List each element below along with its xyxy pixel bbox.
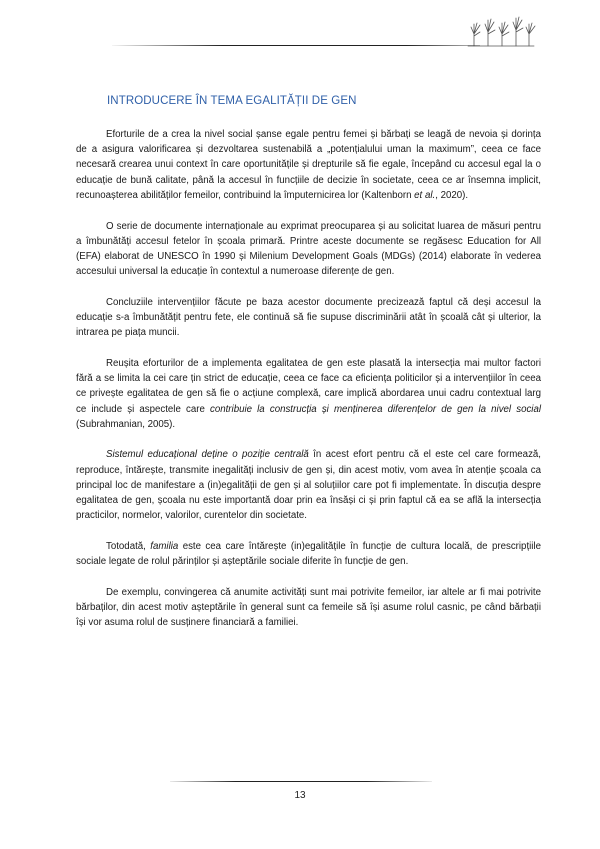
paragraph-3: Concluziile intervențiilor făcute pe baza acestor documente precizează faptul că deși accesul la educație s-a îmbunătățit pentru fete, ele continuă să fie supuse discriminării atât în școală cât și ulterior, la intrarea pe piața muncii.: [76, 296, 541, 339]
paragraph-2: O serie de documente internaționale au exprimat preocuparea și au solicitat luarea de măsuri pentru a îmbunătăți accesul fetelor în școala primară. Printre aceste documente se regăsesc Education for All (EFA) elaborat de UNESCO în 1990 și Milenium Development Goals (MDGs) (2014) elaborate în vederea accesului universal la educație în contextul a numeroase diferențe de gen.: [76, 220, 541, 278]
paragraph-5: Sistemul educațional deține o poziție centrală în acest efort pentru că el este cel care formează, reproduce, întărește, transmite inegalități inclusiv de gen și, din acest motiv, vom avea în atenție școala ca principal loc de manifestare a (in)egalității de gen și al soluțiilor care pot fi implementate. În discuția despre egalitatea de gen, școala nu este importantă doar prin ea însăși ci și prin faptul că ea se află la intersecția practicilor, normelor, valorilor, curentelor din societate.: [76, 449, 541, 522]
paragraph-6: Totodată, familia este cea care întărește (in)egalitățile în funcție de cultura locală, de prescripțiile sociale legate de rolul părinților și așteptările sociale diferite în funcție de gen.: [76, 540, 541, 568]
header-divider: [112, 45, 480, 46]
section-title: INTRODUCERE ÎN TEMA EGALITĂȚII DE GEN: [107, 95, 357, 107]
document-body: [76, 127, 541, 646]
page-number: 13: [294, 790, 306, 801]
paragraph-4: Reușita eforturilor de a implementa egalitatea de gen este plasată la intersecția mai multor factori fără a se limita la cei care țin strict de educație, ceea ce face ca eficiența politicilor și a intervențiilor în ceea ce privește egalitatea de gen să fie o acțiune complexă, care implică abordarea unui cadru contextual larg ce include și aspectele care contribuie la construcția și menținerea diferențelor de gen la nivel social (Subrahmanian, 2005).: [76, 357, 541, 430]
footer-divider: [170, 781, 432, 782]
raised-hands-logo-icon: [466, 10, 536, 50]
paragraph-1: Eforturile de a crea la nivel social șanse egale pentru femei și bărbați se leagă de nevoia și dorința de a asigura valorificarea și dezvoltarea sustenabilă a „potențialului uman la maximum”, ceea ce face necesară crearea unui context în care oportunitățile și drepturile să fie egale, începând cu accesul egal la o educație de bună calitate, până la accesul în funcțiile de decizie în societate, ceea ce ar însemna implicit, recunoașterea abilităților femeilor, contribuind la împuternicirea lor (Kaltenborn et al., 2020).: [76, 129, 541, 201]
paragraph-7: De exemplu, convingerea că anumite activități sunt mai potrivite femeilor, iar altele ar fi mai potrivite bărbaților, din acest motiv așteptările în general sunt ca femeile să își asume rolul casnic, pe când bărbații își vor asuma rolul de susținere financiară a familiei.: [76, 586, 541, 629]
